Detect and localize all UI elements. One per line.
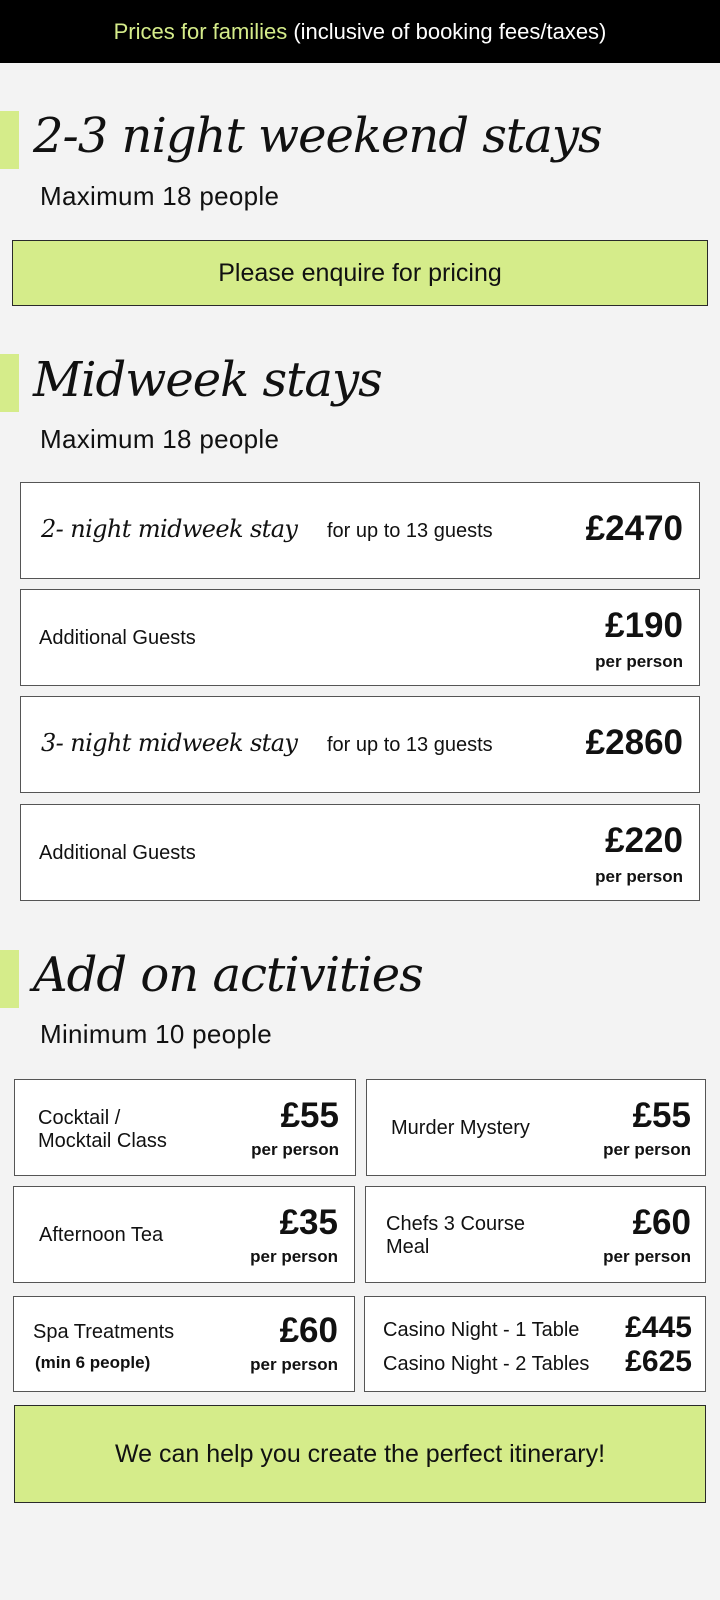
- price-value: £55: [632, 1096, 691, 1135]
- activities-title: Add on activities: [33, 947, 423, 1003]
- banner-text: (inclusive of booking fees/taxes): [293, 18, 607, 44]
- price-value: £2470: [585, 509, 683, 548]
- per-person-label: per person: [250, 1355, 338, 1374]
- price-value: £190: [605, 606, 683, 645]
- midweek-title: Midweek stays: [33, 352, 382, 408]
- price-value: £55: [280, 1096, 339, 1135]
- casino-option-label: Casino Night - 2 Tables: [383, 1353, 590, 1375]
- casino-option-price: £445: [625, 1311, 692, 1344]
- price-value: £35: [279, 1203, 338, 1242]
- weekend-subtitle: Maximum 18 people: [40, 181, 280, 211]
- per-person-label: per person: [251, 1140, 339, 1159]
- stay-type-label: 3- night midweek stay: [41, 729, 298, 757]
- weekend-title: 2-3 night weekend stays: [33, 108, 602, 164]
- itinerary-cta-label: We can help you create the perfect itinerary!: [114, 1439, 606, 1468]
- activity-label: Spa Treatments: [33, 1321, 175, 1343]
- additional-guests-label: Additional Guests: [39, 842, 196, 864]
- price-value: £60: [632, 1203, 691, 1242]
- activity-label-line1: Cocktail /: [38, 1107, 121, 1129]
- activity-spa-treatments[interactable]: [13, 1296, 355, 1392]
- activity-cocktail-class[interactable]: [14, 1079, 356, 1176]
- casino-option-label: Casino Night - 1 Table: [383, 1319, 580, 1341]
- itinerary-cta-banner[interactable]: [14, 1405, 706, 1503]
- section-accent-bar: [0, 111, 19, 169]
- price-value: £60: [279, 1311, 338, 1350]
- activity-label-line1: Chefs 3 Course: [386, 1213, 525, 1235]
- midweek-row-2night: [20, 482, 700, 579]
- midweek-row-additional-3night: [20, 804, 700, 901]
- enquire-pricing-label: Please enquire for pricing: [218, 258, 502, 287]
- activity-murder-mystery[interactable]: [366, 1079, 706, 1176]
- midweek-row-additional-2night: [20, 589, 700, 686]
- activity-chefs-meal[interactable]: [365, 1186, 706, 1283]
- activity-label: Afternoon Tea: [39, 1224, 164, 1246]
- top-banner: [0, 0, 720, 63]
- per-person-label: per person: [595, 867, 683, 886]
- per-person-label: per person: [250, 1247, 338, 1266]
- activity-casino-night[interactable]: [364, 1296, 706, 1392]
- per-person-label: per person: [595, 652, 683, 671]
- stay-type-label: 2- night midweek stay: [41, 515, 298, 543]
- midweek-subtitle: Maximum 18 people: [40, 424, 280, 454]
- section-accent-bar: [0, 950, 19, 1008]
- price-value: £220: [605, 821, 683, 860]
- casino-option-price: £625: [625, 1345, 692, 1378]
- per-person-label: per person: [603, 1247, 691, 1266]
- banner-accent-text: Prices for families: [113, 18, 288, 44]
- activity-label-line2: Meal: [386, 1236, 430, 1258]
- guest-limit-label: for up to 13 guests: [327, 734, 493, 756]
- enquire-pricing-banner[interactable]: [12, 240, 708, 306]
- activity-note: (min 6 people): [35, 1353, 151, 1372]
- midweek-row-3night: [20, 696, 700, 793]
- additional-guests-label: Additional Guests: [39, 627, 196, 649]
- guest-limit-label: for up to 13 guests: [327, 520, 493, 542]
- activity-label-line2: Mocktail Class: [38, 1130, 167, 1152]
- activity-label: Murder Mystery: [391, 1117, 530, 1139]
- per-person-label: per person: [603, 1140, 691, 1159]
- section-accent-bar: [0, 354, 19, 412]
- activity-afternoon-tea[interactable]: [13, 1186, 355, 1283]
- price-value: £2860: [585, 723, 683, 762]
- activities-subtitle: Minimum 10 people: [40, 1019, 272, 1049]
